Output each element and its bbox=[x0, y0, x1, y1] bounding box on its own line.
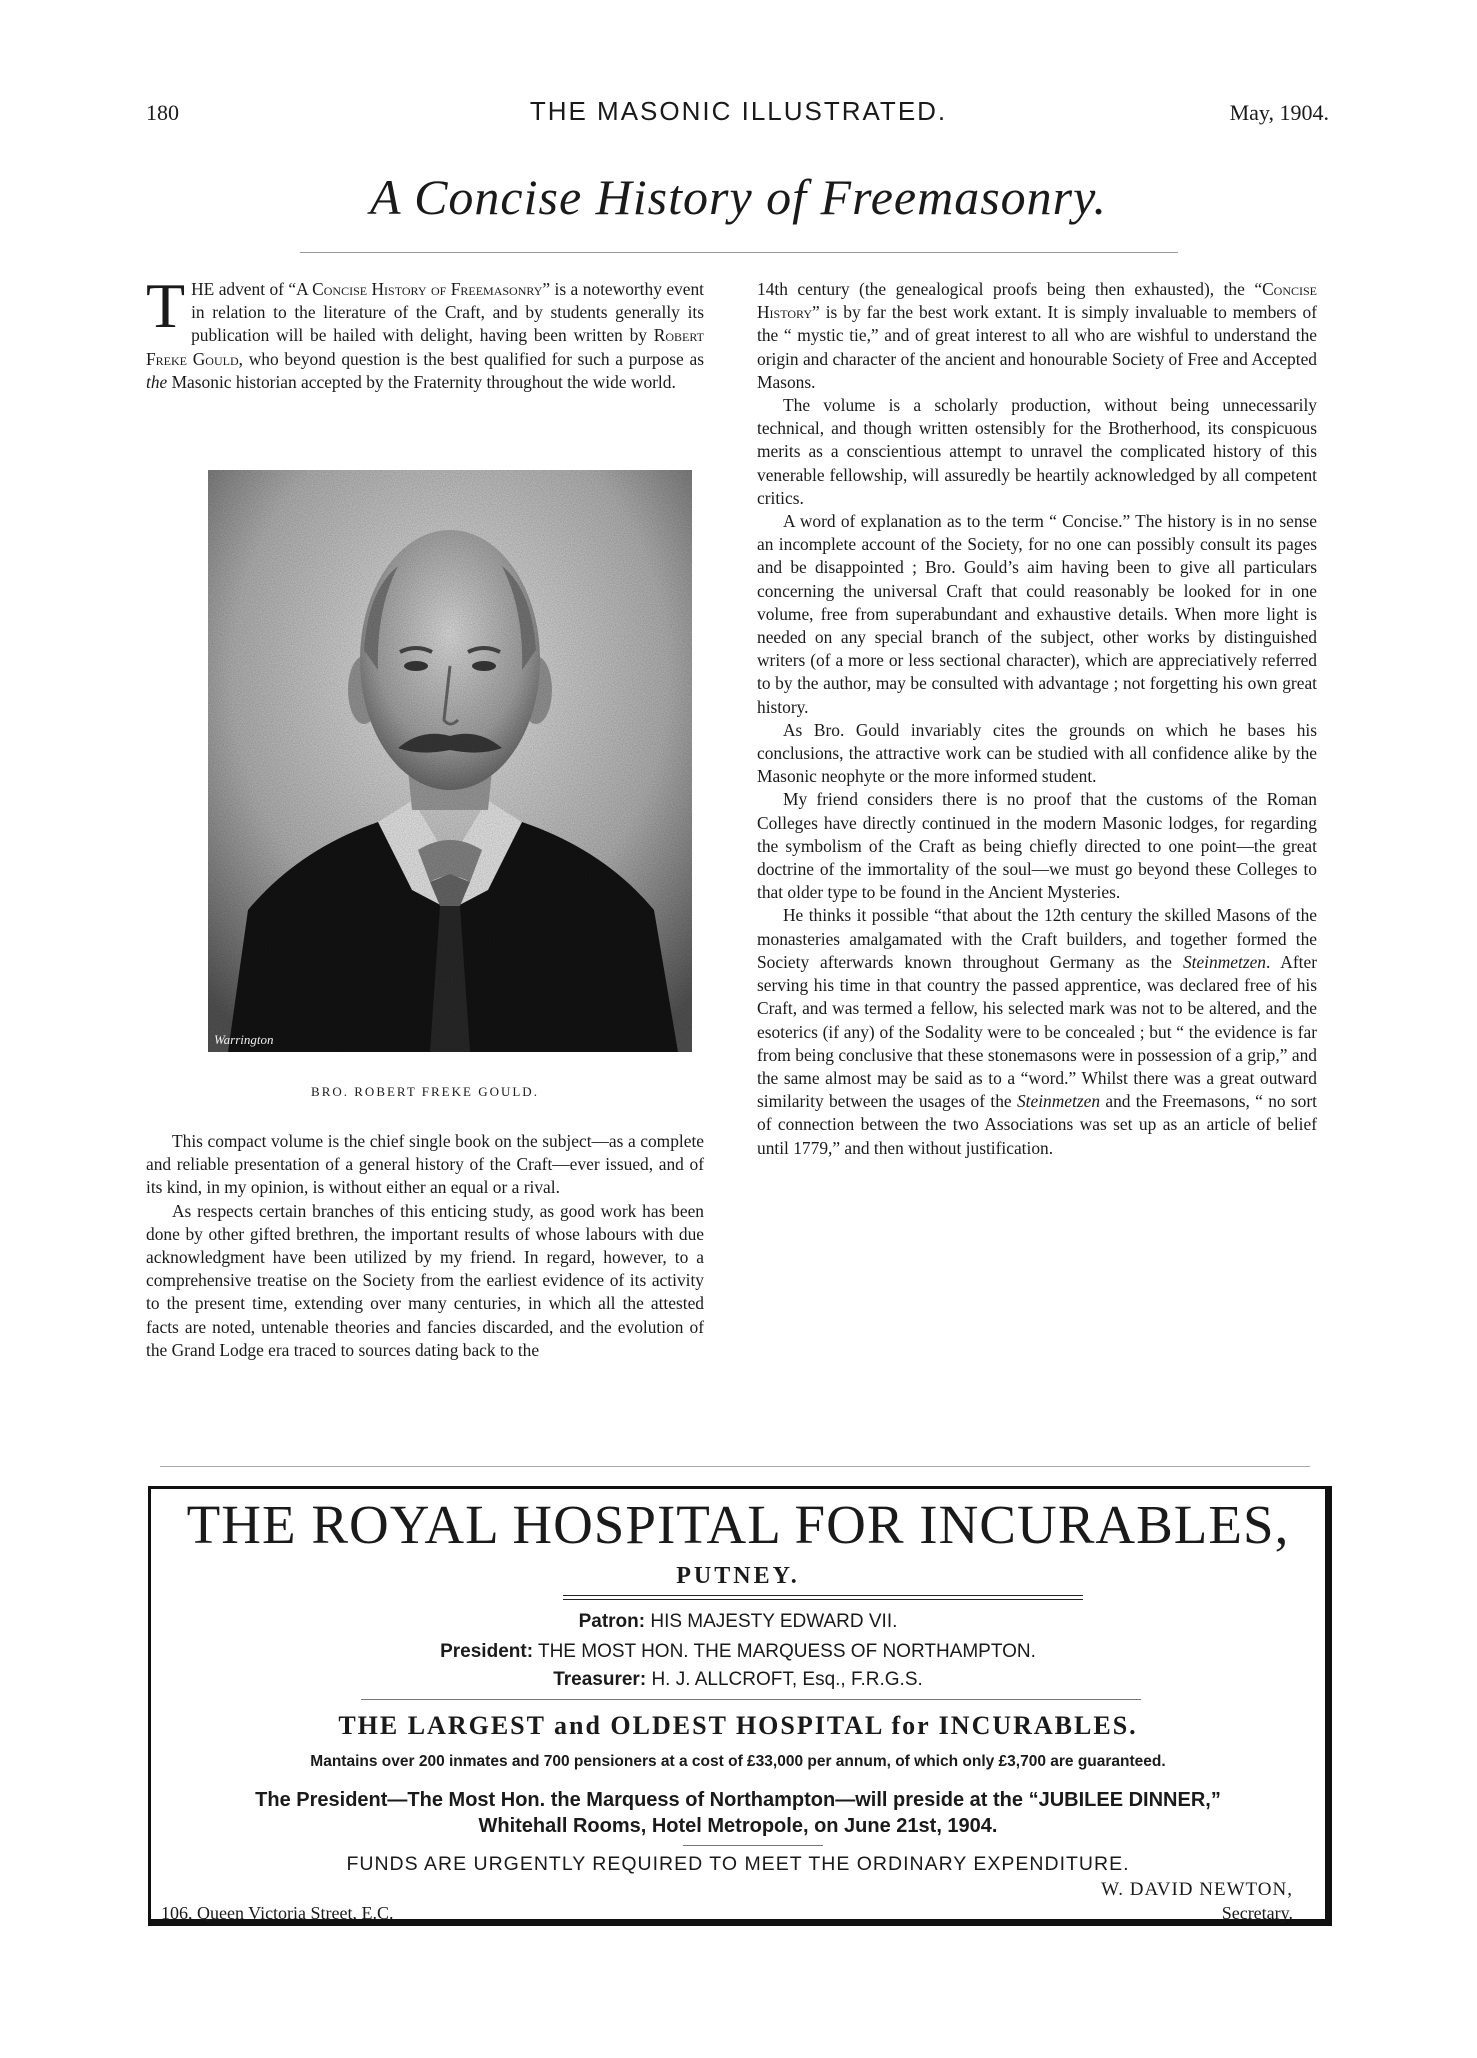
last-text-1: He thinks it possible “that about the 12th century the skilled Masons of the monasteries amalgamated with the Craft builders, and together formed the Society afterwards known throughout Germany as the bbox=[757, 905, 1317, 972]
continued-text-2: ” is by far the best work extant. It is simply invaluable to members of the “ mystic tie,” and of great interest to all who are wishful to understand the origin and character of the ancient and honourable Society of Free and Accepted Masons. bbox=[757, 302, 1317, 392]
article-paragraph: The volume is a scholarly production, without being unnecessarily technical, and though written ostensibly for the Brotherhood, its conspicuous merits as a conscientious attempt to unravel the complicated history of this venerable fellowship, will assuredly be heartily acknowledged by all competent critics. bbox=[757, 395, 1317, 508]
article-paragraph: A word of explanation as to the term “ Concise.” The history is in no sense an incomplete account of the Society, for no one can possibly consult its pages and be disappointed ; Bro. Gould’s aim having been to give all particulars concerning the universal Craft that could reasonably be looked for in one volume, free from superabundant and exhaustive details. When more light is needed on any special branch of the subject, other works by distinguished writers (of a more or less sectional character), which are appreciatively referred to by the author, may be consulted with advantage ; not forgetting his own great history. bbox=[757, 511, 1317, 717]
author-name: Robert Freke Gould bbox=[146, 325, 704, 369]
president-name: THE MOST HON. THE MARQUESS OF NORTHAMPTON. bbox=[537, 1641, 1036, 1662]
continued-text-1: 14th century (the genealogical proofs being then exhausted), the “ bbox=[757, 279, 1263, 299]
ad-funds-notice: FUNDS ARE URGENTLY REQUIRED TO MEET THE ORDINARY EXPENDITURE. bbox=[346, 1853, 1130, 1875]
article-paragraph: As Bro. Gould invariably cites the grounds on which he bases his conclusions, the attractive work can be studied with all confidence alike by the Masonic neophyte or the more informed student. bbox=[757, 719, 1317, 787]
ad-address: 106, Queen Victoria Street, E.C. bbox=[161, 1903, 394, 1923]
intro-lead: HE advent of “A bbox=[191, 279, 313, 299]
last-text-3: and the Freemasons, “ no sort of connection between the two Associations was set up as an article of belief until 1779,” and then without justification. bbox=[757, 1091, 1318, 1158]
article-paragraph: This compact volume is the chief single book on the subject—as a complete and reliable presentation of a general history of the Craft—ever issued, and of its kind, in my opinion, is without either an equal or a rival. bbox=[146, 1131, 704, 1198]
ad-double-rule bbox=[563, 1595, 1083, 1600]
last-text-2: . After serving his time in that country the passed apprentice, was declared free of his Craft, and was termed a fellow, his selected mark was not to be altered, and the esoterics (if any) of the Sodality were to be concealed ; but “ the evidence is far from being conclusive that these stonemasons were in possession of a grip,” and the same almost may be said as to a “word.” Whilst there was a great outward similarity between the usages of the bbox=[757, 951, 1317, 1112]
article-left-column bbox=[146, 1130, 704, 1362]
article-paragraph: My friend considers there is no proof that the customs of the Roman Colleges have directly continued in the modern Masonic lodges, for regarding the symbolism of the Craft as being chiefly directed to one point—the great doctrine of the immortality of the soul—we must go beyond these Colleges to that older type to be found in the Ancient Mysteries. bbox=[757, 789, 1317, 903]
ad-signatory: W. DAVID NEWTON, bbox=[1101, 1879, 1293, 1900]
engraver-signature: Warrington bbox=[214, 1032, 274, 1047]
intro-text-3: Masonic historian accepted by the Fraternity throughout the wide world. bbox=[167, 371, 676, 392]
intro-text-2: , who beyond question is the best qualified for such a purpose as bbox=[238, 348, 704, 369]
ad-location: PUTNEY. bbox=[676, 1563, 800, 1589]
president-label: President: bbox=[440, 1641, 534, 1662]
publication-title: THE MASONIC ILLUSTRATED. bbox=[529, 96, 948, 126]
ad-heading: THE ROYAL HOSPITAL FOR INCURABLES, bbox=[186, 1494, 1290, 1555]
ad-president bbox=[151, 1641, 1325, 1663]
portrait-photo bbox=[208, 470, 692, 1052]
article-right-column bbox=[757, 278, 1317, 1160]
ad-stats: Mantains over 200 inmates and 700 pensioners at a cost of £33,000 per annum, of which only £3,700 are guaranteed. bbox=[310, 1753, 1166, 1770]
treasurer-name: H. J. ALLCROFT, Esq., F.R.G.S. bbox=[651, 1669, 923, 1690]
article-paragraph: As respects certain branches of this enticing study, as good work has been done by other gifted brethren, the important results of whose labours with due acknowledgment have been utilized by my friend. In regard, however, to a comprehensive treatise on the Society from the earliest evidence of its activity to the present time, extending over many centuries, in which all the attested facts are noted, untenable theories and fancies discarded, and the evolution of the Grand Lodge era traced to sources dating back to the bbox=[146, 1200, 704, 1360]
ad-short-rule bbox=[683, 1845, 823, 1846]
article-intro bbox=[146, 270, 704, 394]
ad-dinner-announcement: The President—The Most Hon. the Marquess of Northampton—will preside at the “JUBILEE DINNER,” bbox=[255, 1789, 1221, 1811]
ad-signatory-title: Secretary. bbox=[1221, 1903, 1293, 1923]
hospital-advertisement bbox=[148, 1486, 1332, 1926]
article-paragraph bbox=[757, 278, 1317, 394]
drop-cap: T bbox=[146, 270, 186, 341]
portrait-caption: BRO. ROBERT FREKE GOULD. bbox=[311, 1084, 539, 1099]
ad-rule bbox=[361, 1699, 1141, 1700]
treasurer-label: Treasurer: bbox=[553, 1669, 647, 1690]
article-end-rule bbox=[160, 1466, 1310, 1467]
ad-dinner-venue: Whitehall Rooms, Hotel Metropole, on June 21st, 1904. bbox=[478, 1815, 998, 1837]
book-title: Concise History of Freemasonry bbox=[312, 279, 543, 299]
article-paragraph bbox=[757, 904, 1317, 1159]
term-steinmetzen: Steinmetzen bbox=[1182, 951, 1267, 972]
ad-patron bbox=[151, 1611, 1325, 1633]
emphasis-the: the bbox=[146, 371, 168, 392]
ad-slogan: THE LARGEST and OLDEST HOSPITAL for INCURABLES. bbox=[338, 1711, 1138, 1740]
page-number: 180 bbox=[146, 100, 179, 125]
issue-date: May, 1904. bbox=[1229, 100, 1329, 125]
patron-name: HIS MAJESTY EDWARD VII. bbox=[650, 1611, 898, 1632]
article-title: A Concise History of Freemasonry. bbox=[369, 169, 1108, 225]
patron-label: Patron: bbox=[578, 1611, 646, 1632]
title-rule bbox=[300, 252, 1178, 253]
ad-treasurer bbox=[151, 1669, 1325, 1691]
book-title-short: Concise History bbox=[757, 279, 1317, 323]
intro-paragraph bbox=[146, 270, 704, 394]
intro-text-1: ” is a noteworthy event in relation to the literature of the Craft, and by students generally its publication will be hailed with delight, having been written by bbox=[191, 279, 704, 346]
term-steinmetzen-2: Steinmetzen bbox=[1016, 1091, 1101, 1112]
